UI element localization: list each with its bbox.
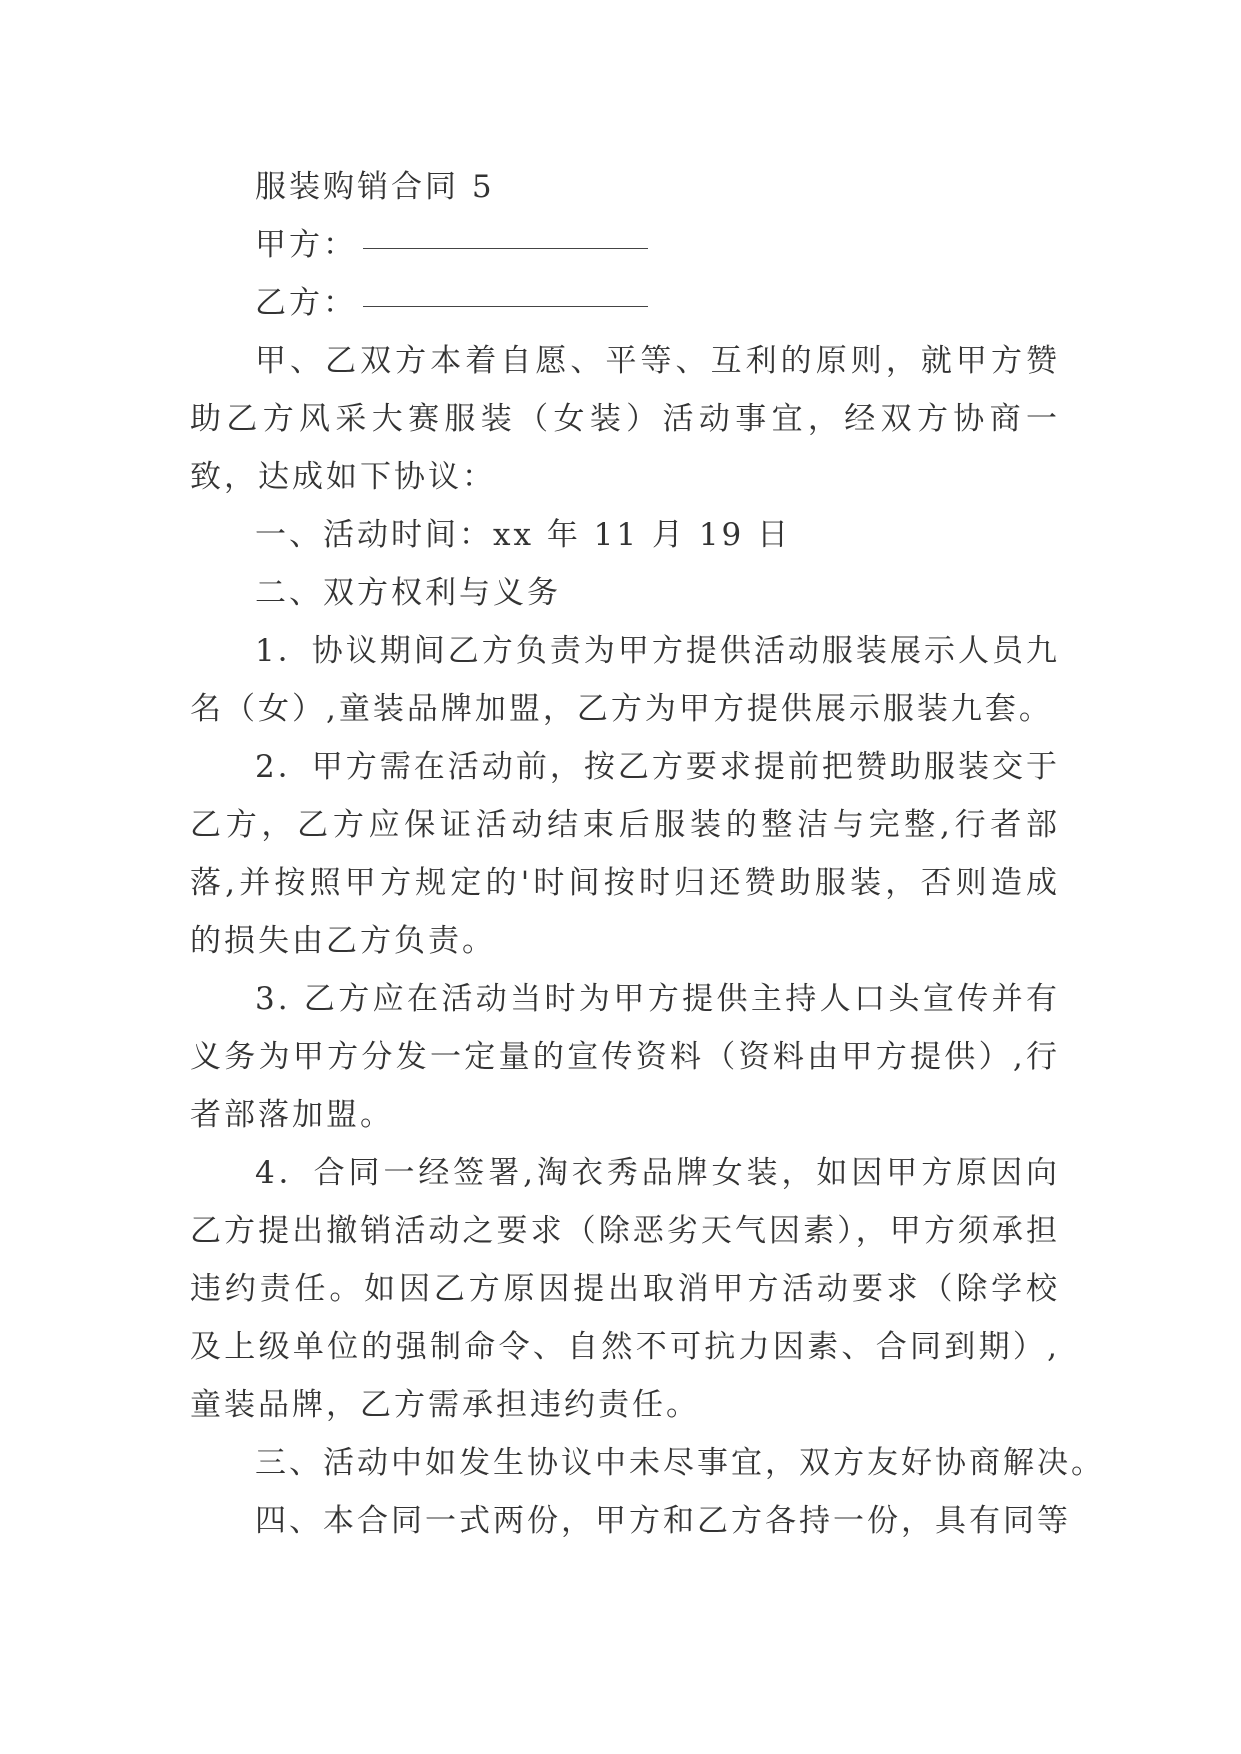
- section-4-paragraph: 四、本合同一式两份，甲方和乙方各持一份，具有同等: [255, 1503, 1071, 1539]
- party-b-line: [190, 274, 1060, 332]
- clause-item-3: 3. 乙方应在活动当时为甲方提供主持人口头宣传并有义务为甲方分发一定量的宣传资料（资料由甲方提供）,行者部落加盟。: [190, 981, 1060, 1133]
- section-2-heading: 二、双方权利与义务: [255, 575, 561, 611]
- party-b-label: 乙方：: [255, 285, 357, 321]
- intro-paragraph: 甲、乙双方本着自愿、平等、互利的原则，就甲方赞助乙方风采大赛服装（女装）活动事宜，经双方协商一致，达成如下协议：: [190, 343, 1060, 495]
- section-3-paragraph: 三、活动中如发生协议中未尽事宜，双方友好协商解决。: [255, 1445, 1105, 1481]
- party-a-line: [190, 216, 1060, 274]
- party-b-blank: [363, 305, 648, 307]
- clause-item-2: 2．甲方需在活动前，按乙方要求提前把赞助服装交于乙方，乙方应保证活动结束后服装的整洁与完整,行者部落,并按照甲方规定的'时间按时归还赞助服装，否则造成的损失由乙方负责。: [190, 749, 1060, 959]
- contract-body: [190, 158, 1105, 1550]
- clause-item-1: 1．协议期间乙方负责为甲方提供活动服装展示人员九名（女）,童装品牌加盟，乙方为甲方提供展示服装九套。: [190, 633, 1060, 727]
- section-1-activity-time: 一、活动时间：xx 年 11 月 19 日: [255, 517, 792, 553]
- party-a-label: 甲方：: [255, 227, 357, 263]
- party-a-blank: [363, 247, 648, 249]
- document-title: 服装购销合同 5: [255, 169, 495, 205]
- clause-item-4: 4．合同一经签署,淘衣秀品牌女装，如因甲方原因向乙方提出撤销活动之要求（除恶劣天气因素），甲方须承担违约责任。如因乙方原因提出取消甲方活动要求（除学校及上级单位的强制命令、自然不可抗力因素、合同到期）,童装品牌，乙方需承担违约责任。: [190, 1155, 1060, 1423]
